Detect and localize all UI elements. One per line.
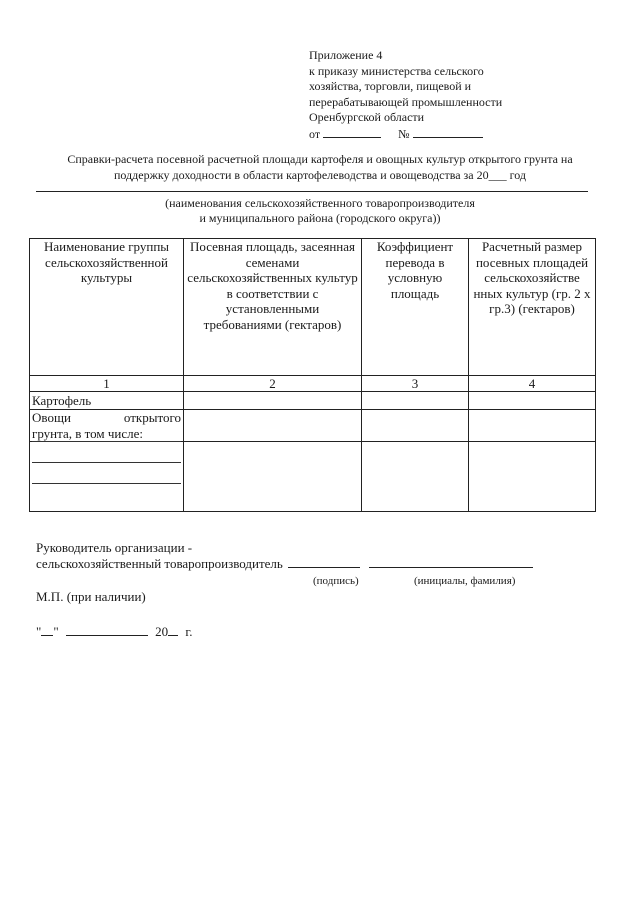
subitem-line	[32, 462, 181, 463]
appendix-date-number-line	[309, 126, 609, 143]
date-line	[36, 624, 193, 640]
title-line: Справки-расчета посевной расчетной площади картофеля и овощных культур открытого грунта на	[67, 152, 573, 166]
appendix-line: перерабатывающей промышленности	[309, 94, 503, 109]
column-number: 1	[30, 376, 184, 392]
signature-block	[36, 540, 596, 572]
table-cell-empty[interactable]	[469, 442, 596, 512]
signature-role: сельскохозяйственный товаропроизводитель	[36, 556, 283, 571]
appendix-line: Приложение 4	[309, 48, 383, 62]
seal-note: М.П. (при наличии)	[36, 589, 146, 604]
row-label-part: Овощи открытого	[32, 410, 181, 425]
quote-close: "	[53, 624, 59, 639]
from-label: от	[309, 126, 321, 141]
subitem-lines-cell[interactable]	[30, 442, 184, 512]
year-prefix: 20	[155, 624, 169, 639]
name-caption: (инициалы, фамилия)	[414, 575, 516, 587]
subitem-lines	[30, 442, 183, 511]
title-line: поддержку доходности в области картофелеводства и овощеводства за 20___ год	[113, 167, 526, 182]
table-cell-empty[interactable]	[362, 410, 469, 442]
table-cell-empty[interactable]	[469, 392, 596, 410]
number-blank	[413, 126, 483, 138]
signature-blank	[288, 556, 360, 568]
subitem-line	[32, 483, 181, 484]
appendix-line: хозяйства, торговли, пищевой и	[309, 79, 472, 94]
signature-caption: (подпись)	[313, 575, 359, 587]
number-label: №	[398, 126, 410, 141]
month-blank	[66, 624, 148, 636]
appendix-line: Оренбургской области	[309, 110, 425, 125]
row-label-potato: Картофель	[30, 392, 184, 410]
signature-title: Руководитель организации -	[36, 540, 193, 555]
caption-line: и муниципального района (городского округа))	[199, 211, 441, 225]
row-label-vegetables	[30, 410, 184, 442]
table-cell-empty[interactable]	[362, 442, 469, 512]
table-row	[30, 392, 596, 410]
row-label-part: грунта, в том числе:	[32, 425, 143, 441]
appendix-block	[309, 48, 609, 143]
header-calculated-area: Расчетный размер посевных площадей сельскохозяйстве нных культур (гр. 2 х гр.3) (гектаров)	[469, 239, 596, 376]
table-row	[30, 410, 596, 442]
appendix-line: к приказу министерства сельского	[309, 63, 484, 78]
quote-open: "	[36, 624, 42, 639]
header-sown-area: Посевная площадь, засеянная семенами сельскохозяйственных культур в соответствии с установленными требованиями (гектаров)	[184, 239, 362, 376]
table-cell-empty[interactable]	[184, 410, 362, 442]
table-cell-empty[interactable]	[184, 392, 362, 410]
calculation-table	[29, 238, 596, 512]
day-blank	[41, 624, 53, 636]
column-number: 2	[184, 376, 362, 392]
document-title	[28, 152, 612, 183]
year-suffix: г.	[185, 624, 193, 639]
table-cell-empty[interactable]	[362, 392, 469, 410]
table-header-row	[30, 239, 596, 376]
column-number-row	[30, 376, 596, 392]
table-cell-empty[interactable]	[469, 410, 596, 442]
signature-role-line	[36, 556, 596, 572]
producer-name-line	[36, 191, 588, 192]
caption-line: (наименования сельскохозяйственного товаропроизводителя	[165, 196, 475, 210]
table-cell-empty[interactable]	[184, 442, 362, 512]
column-number: 4	[469, 376, 596, 392]
date-blank	[323, 126, 381, 138]
table-row	[30, 442, 596, 512]
header-culture-group: Наименование группы сельскохозяйственной культуры	[30, 239, 184, 376]
year-blank	[168, 624, 178, 636]
subitem-line	[32, 441, 181, 442]
producer-caption	[120, 196, 520, 226]
column-number: 3	[362, 376, 469, 392]
name-blank	[369, 556, 533, 568]
header-coefficient: Коэффициент перевода в условную площадь	[362, 239, 469, 376]
